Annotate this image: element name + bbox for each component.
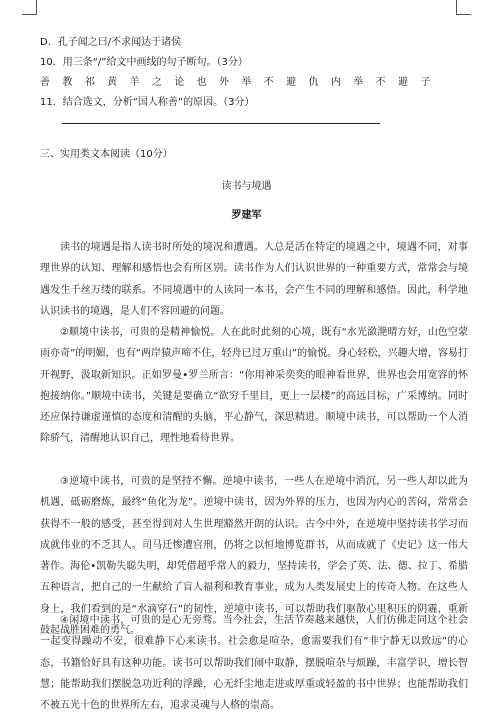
paragraph-3: ③逆境中读书，可贵的是坚持不懈。逆境中读书，一些人在逆境中消沉，另一些人却以此为机遇，砥砺磨炼，最终“鱼化为龙”。逆境中读书，因为外界的压力，也因为内心的苦闷，常常会获得不一般的感受，甚至得到对人生世理豁然开朗的认识。古今中外，在逆境中坚持读书学习而成就伟业的不乏其人。司马迁惨遭宫刑，仍将之以恒地博览群书，从而成就了《史记》这一伟大著作。海伦•凯勒失聪失明，却凭借超乎常人的毅力，坚持读书，学会了英、法、德、拉丁、希腊五种语言，把自己的一生献给了盲人福利和教育事业，成为人类发展史上的传奇人物。在这些人身上，我们看到的是“水滴穿石”的韧性，逆境中读书，可以帮助我们驱散心里积压的阴霾，重新鼓起战胜困难的勇气。 <box>40 476 468 637</box>
corner-mark-left <box>22 0 37 15</box>
article-author: 罗建军 <box>231 210 262 221</box>
question-10: 10．用三条“/”给文中画线的句子断句。（3分） <box>40 57 248 68</box>
option-d: D．孔子闻之曰/不求闻达于诸侯 <box>40 37 182 48</box>
section-3-heading: 三、实用类文本阅读（10分） <box>40 149 173 160</box>
question-10-sentence: 善 教 祁 黄 羊 之 论 也 外 举 不 避 仇 内 举 不 避 子 <box>40 77 436 88</box>
answer-line <box>62 123 380 124</box>
paragraph-1: 读书的境遇是指人读书时所处的境况和遭遇。人总是活在特定的境遇之中，境遇不同，对事理世界的认知、理解和感悟也会有所区别。读书作为人们认识世界的一种重要方式，常常会与境遇发生千丝万缕的联系。不同境遇中的人读同一本书，会产生不同的理解和感悟。因此，科学地认识读书的境遇，是人们不容回避的问题。 <box>40 242 468 317</box>
corner-mark-right <box>456 0 471 15</box>
paragraph-4: ④闲境中读书，可贵的是心无旁骛。当今社会，生活节奏越来越快，人们仿佛走同这个社会一起变得躁动不安，很难静下心来读书。社会愈是喧杂，愈需要我们有“非宁静无以致远”的心态，书籍恰好具有这种功能。读书可以帮助我们闹中取静，摆脱喧杂与烦躁，丰富学识，增长智慧；能帮助我们摆脱急功近利的浮躁，心无纤尘地走进或厚重或轻盈的书中世界；也能帮助我们不被五光十色的世界所左右，追求灵魂与人格的崇高。 <box>40 615 468 712</box>
question-11: 11．结合选文，分析“国人称善”的原因。（3分） <box>40 97 255 108</box>
article-title: 读书与境遇 <box>221 181 272 192</box>
paragraph-2: ②顺境中读书，可贵的是精神愉悦。人在此时此刻的心境，既有“水光潋滟晴方好，山色空蒙雨亦奇”的明媚，也有“两岸猿声啼不住，轻舟已过万重山”的愉悦。身心轻松，兴趣大增，容易打开视野，汲取新知识。正如罗曼•罗兰所言：“你用神采奕奕的眼神看世界，世界也会用宽容的怀抱接纳你。”顺境中读书，关键是要确立“欲穷千里目，更上一层楼”的高远目标，广采博纳。同时还应保持谦虚谨慎的态度和清醒的头脑，平心静气，深思精进。顺境中读书，可以帮助一个人消除骄气，清醒地认识自己，理性地看待世界。 <box>40 327 468 445</box>
